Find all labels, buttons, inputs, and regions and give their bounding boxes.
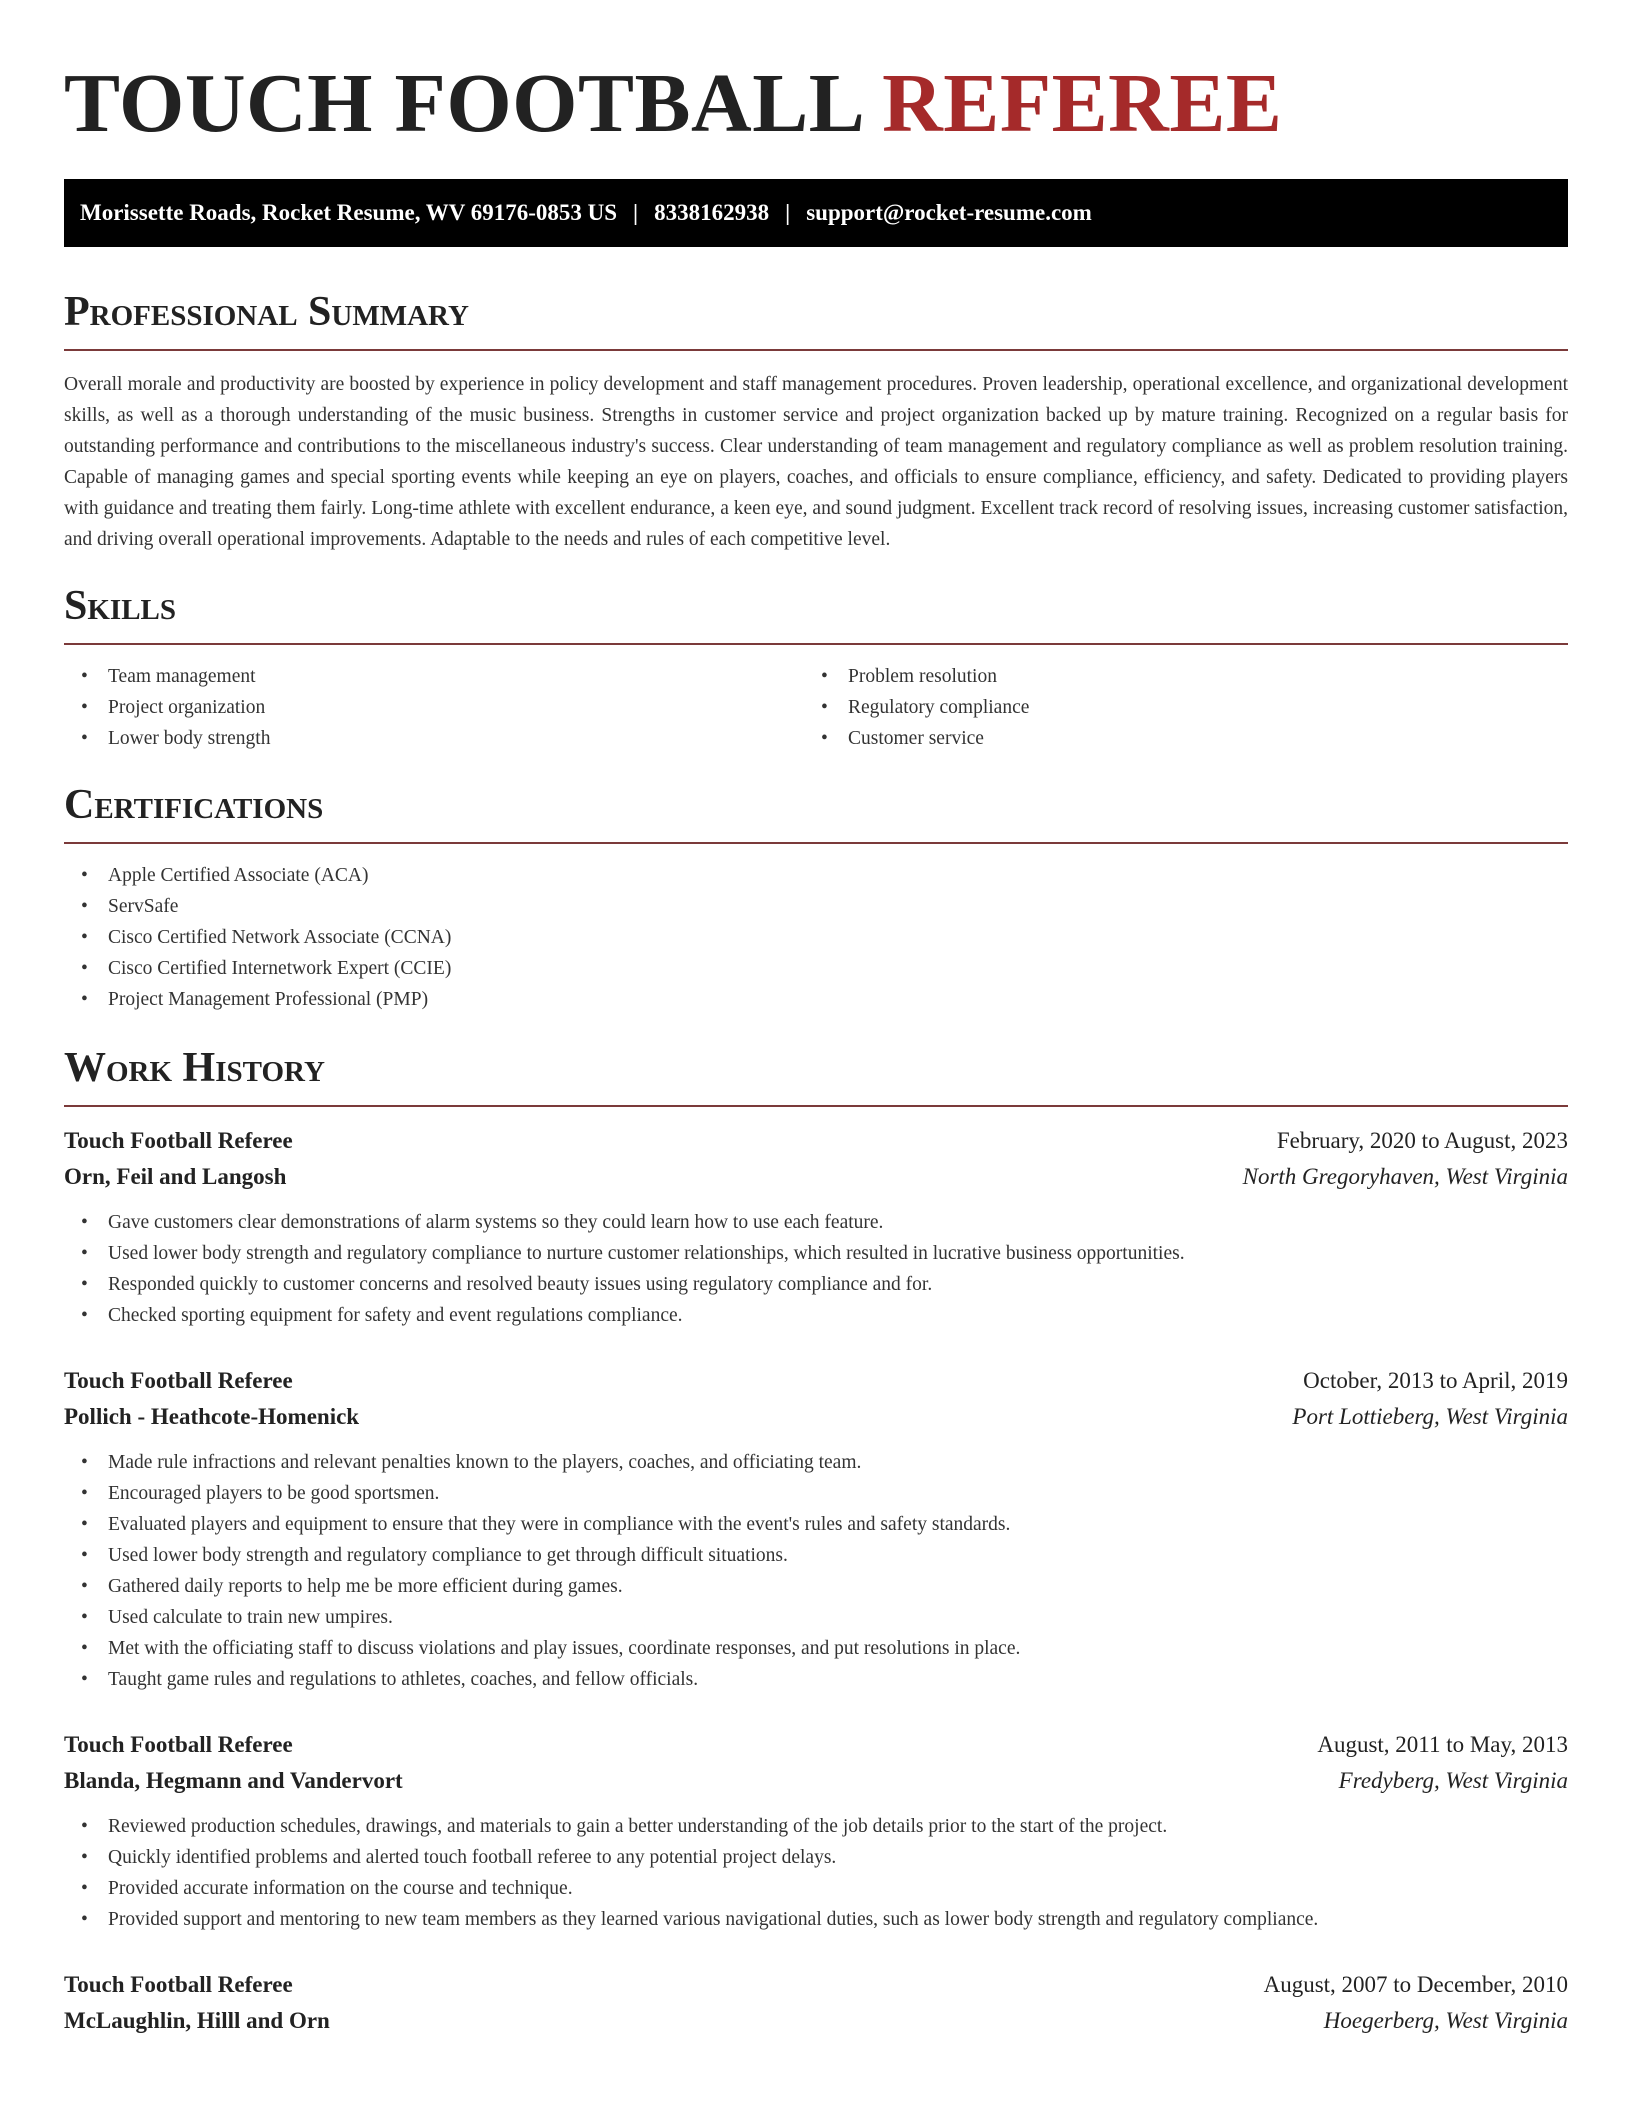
- section-divider: [64, 842, 1568, 844]
- skills-list-right: [804, 661, 1544, 754]
- job-dates: February, 2020 to August, 2023: [1276, 1128, 1568, 1153]
- job-company-row: [64, 1763, 1568, 1799]
- job-company-row: [64, 1159, 1568, 1195]
- job-bullet: • Provided support and mentoring to new team members as they learned various navigational duties, such as lower body strength and regulatory compliance.: [64, 1904, 1568, 1935]
- resume-content: [64, 0, 1568, 2039]
- name-accent: REFEREE: [882, 57, 1283, 150]
- skill-item: • Project organization: [64, 692, 804, 723]
- job-title: Touch Football Referee: [64, 1128, 293, 1153]
- job-dates: October, 2013 to April, 2019: [1303, 1368, 1568, 1393]
- contact-separator: |: [785, 200, 791, 225]
- job-title: Touch Football Referee: [64, 1732, 293, 1757]
- skill-item: • Customer service: [804, 723, 1544, 754]
- job-location: Fredyberg, West Virginia: [1338, 1768, 1568, 1793]
- contact-email: support@rocket-resume.com: [806, 200, 1092, 225]
- job-location: North Gregoryhaven, West Virginia: [1242, 1164, 1568, 1189]
- job-company: McLaughlin, Hilll and Orn: [64, 2008, 330, 2033]
- job-bullet: • Met with the officiating staff to discuss violations and play issues, coordinate responses, and put resolutions in place.: [64, 1633, 1568, 1664]
- certification-item: • Cisco Certified Network Associate (CCNA): [64, 922, 1568, 953]
- job-bullet: • Evaluated players and equipment to ensure that they were in compliance with the event's rules and safety standards.: [64, 1509, 1568, 1540]
- job-entry: [64, 1123, 1568, 1331]
- job-location: Port Lottieberg, West Virginia: [1292, 1404, 1568, 1429]
- summary-text: Overall morale and productivity are boosted by experience in policy development and staff management procedures. Proven leadership, operational excellence, and organizational development skills, as well as a thorough understanding of the music business. Strengths in customer service and project organization backed up by mature training. Recognized on a regular basis for outstanding performance and contributions to the miscellaneous industry's success. Clear understanding of team management and regulatory compliance as well as problem resolution training. Capable of managing games and special sporting events while keeping an eye on players, coaches, and officials to ensure compliance, efficiency, and safety. Dedicated to providing players with guidance and treating them fairly. Long-time athlete with excellent endurance, a keen eye, and sound judgment. Excellent track record of resolving issues, increasing customer satisfaction, and driving overall operational improvements. Adaptable to the needs and rules of each competitive level.: [64, 374, 1568, 550]
- contact-phone: 8338162938: [654, 200, 770, 225]
- certification-item: • ServSafe: [64, 891, 1568, 922]
- section-divider: [64, 1105, 1568, 1107]
- job-header-row: [64, 1363, 1568, 1399]
- job-title: Touch Football Referee: [64, 1972, 293, 1997]
- section-title-certifications: Certifications: [64, 782, 324, 828]
- job-header-row: [64, 1967, 1568, 2003]
- contact-bar: [64, 179, 1568, 247]
- skills-list-left: [64, 661, 804, 754]
- certification-item: • Cisco Certified Internetwork Expert (CCIE): [64, 953, 1568, 984]
- certifications-section: [64, 780, 1568, 1015]
- job-entry: [64, 1967, 1568, 2039]
- job-bullet: • Gathered daily reports to help me be more efficient during games.: [64, 1571, 1568, 1602]
- contact-separator: |: [633, 200, 639, 225]
- job-bullet: • Gave customers clear demonstrations of alarm systems so they could learn how to use each feature.: [64, 1207, 1568, 1238]
- job-dates: August, 2007 to December, 2010: [1263, 1972, 1568, 1997]
- resume-name-title: [64, 56, 1568, 152]
- job-bullet: • Used calculate to train new umpires.: [64, 1602, 1568, 1633]
- section-title-work-history: Work History: [64, 1045, 325, 1091]
- job-company: Pollich - Heathcote-Homenick: [64, 1404, 360, 1429]
- job-dates: August, 2011 to May, 2013: [1317, 1732, 1568, 1757]
- job-bullet: • Responded quickly to customer concerns and resolved beauty issues using regulatory compliance and for.: [64, 1269, 1568, 1300]
- job-bullet: • Used lower body strength and regulatory compliance to get through difficult situations.: [64, 1540, 1568, 1571]
- job-title: Touch Football Referee: [64, 1368, 293, 1393]
- job-bullet: • Made rule infractions and relevant penalties known to the players, coaches, and officiating team.: [64, 1447, 1568, 1478]
- job-bullet: • Quickly identified problems and alerted touch football referee to any potential project delays.: [64, 1842, 1568, 1873]
- certification-item: • Apple Certified Associate (ACA): [64, 860, 1568, 891]
- job-bullet: • Used lower body strength and regulatory compliance to nurture customer relationships, which resulted in lucrative business opportunities.: [64, 1238, 1568, 1269]
- job-bullets: [64, 1447, 1568, 1695]
- summary-section: [64, 287, 1568, 555]
- job-company-row: [64, 1399, 1568, 1435]
- skill-item: • Lower body strength: [64, 723, 804, 754]
- job-bullets: [64, 1811, 1568, 1935]
- work-history-section: [64, 1043, 1568, 2039]
- skill-item: • Team management: [64, 661, 804, 692]
- job-bullet: • Taught game rules and regulations to athletes, coaches, and fellow officials.: [64, 1664, 1568, 1695]
- job-bullet: • Encouraged players to be good sportsmen.: [64, 1478, 1568, 1509]
- section-title-summary: Professional Summary: [64, 289, 469, 335]
- job-company: Orn, Feil and Langosh: [64, 1164, 287, 1189]
- certifications-list: [64, 860, 1568, 1015]
- skill-item: • Regulatory compliance: [804, 692, 1544, 723]
- section-title-skills: Skills: [64, 583, 177, 629]
- job-bullet: • Provided accurate information on the course and technique.: [64, 1873, 1568, 1904]
- section-divider: [64, 349, 1568, 351]
- certification-item: • Project Management Professional (PMP): [64, 984, 1568, 1015]
- job-header-row: [64, 1727, 1568, 1763]
- job-entry: [64, 1727, 1568, 1935]
- job-company-row: [64, 2003, 1568, 2039]
- skill-item: • Problem resolution: [804, 661, 1544, 692]
- job-location: Hoegerberg, West Virginia: [1323, 2008, 1568, 2033]
- skills-section: [64, 581, 1568, 754]
- job-bullet: • Checked sporting equipment for safety and event regulations compliance.: [64, 1300, 1568, 1331]
- job-bullets: [64, 1207, 1568, 1331]
- job-company: Blanda, Hegmann and Vandervort: [64, 1768, 403, 1793]
- job-bullet: • Reviewed production schedules, drawings, and materials to gain a better understanding of the job details prior to the start of the project.: [64, 1811, 1568, 1842]
- job-header-row: [64, 1123, 1568, 1159]
- name-primary: TOUCH FOOTBALL: [64, 57, 861, 150]
- contact-address: Morissette Roads, Rocket Resume, WV 69176-0853 US: [80, 200, 618, 225]
- job-entry: [64, 1363, 1568, 1695]
- skills-grid: [64, 645, 1568, 754]
